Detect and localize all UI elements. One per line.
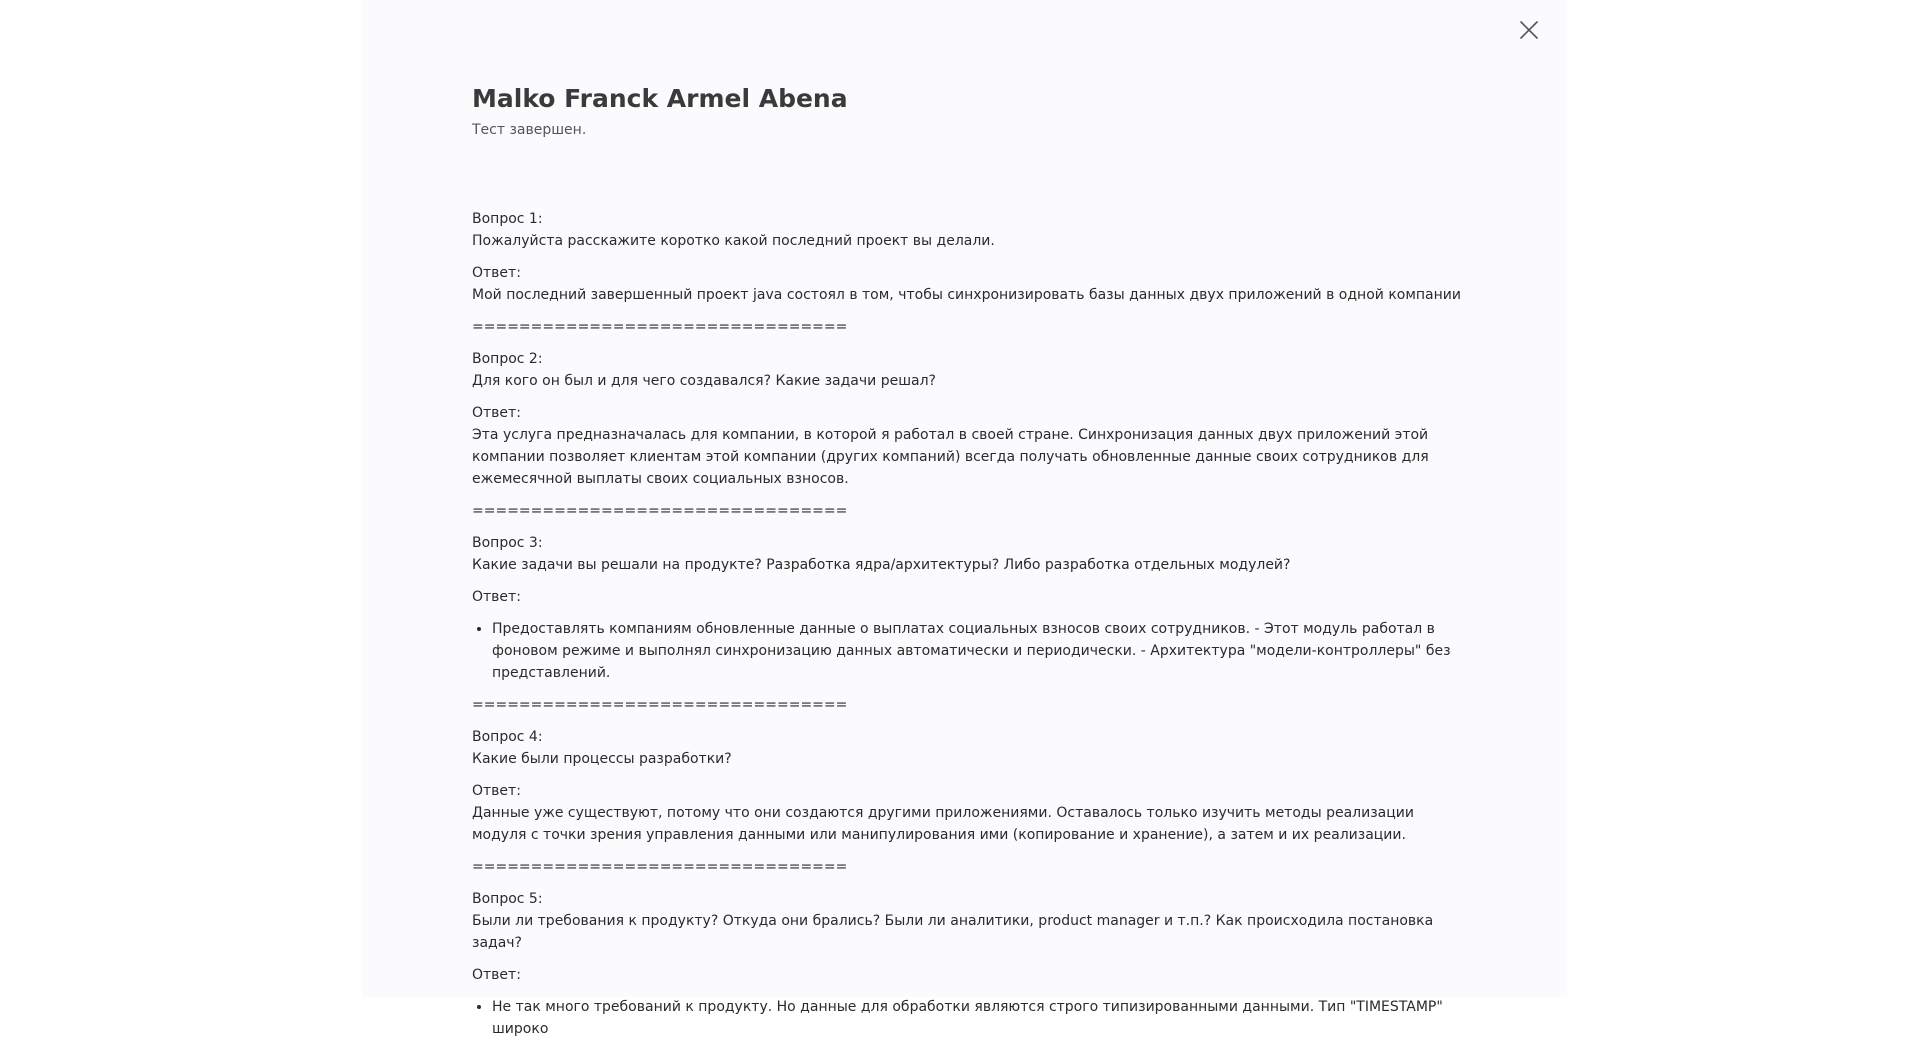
candidate-name: Malko Franck Armel Abena <box>472 84 848 113</box>
answer-text: Мой последний завершенный проект java состоял в том, чтобы синхронизировать базы данных двух приложений в одной компании <box>472 287 1461 303</box>
qa-list <box>472 208 1472 1040</box>
question-text: Какие были процессы разработки? <box>472 751 732 767</box>
question-label: Вопрос 2: <box>472 351 543 367</box>
answer-label: Ответ: <box>472 265 521 281</box>
answer-label: Ответ: <box>472 967 521 983</box>
qa-item <box>472 532 1472 716</box>
question-text: Пожалуйста расскажите коротко какой последний проект вы делали. <box>472 233 995 249</box>
result-modal <box>362 0 1567 1037</box>
question-text: Какие задачи вы решали на продукте? Разработка ядра/архитектуры? Либо разработка отдельных модулей? <box>472 557 1291 573</box>
separator: ================================ <box>472 503 848 519</box>
answer-list <box>472 996 1472 1040</box>
qa-item <box>472 348 1472 522</box>
answer-text: Данные уже существуют, потому что они создаются другими приложениями. Оставалось только изучить методы реализации модуля с точки зрения управления данными или манипулирования ими (копирование и хранение), а затем и их реализации. <box>472 805 1414 843</box>
separator: ================================ <box>472 697 848 713</box>
test-status: Тест завершен. <box>472 122 587 138</box>
answer-list-item: • Не так много требований к продукту. Но данные для обработки являются строго типизированными данными. Тип "TIMESTAMP" широко <box>492 996 1472 1040</box>
question-label: Вопрос 4: <box>472 729 543 745</box>
separator: ================================ <box>472 319 848 335</box>
question-label: Вопрос 3: <box>472 535 543 551</box>
answer-text: Эта услуга предназначалась для компании, в которой я работал в своей стране. Синхронизация данных двух приложений этой компании позволяет клиентам этой компании (других компаний) всегда получать обновленные данные своих сотрудников для ежемесячной выплаты своих социальных взносов. <box>472 427 1429 487</box>
question-text: Были ли требования к продукту? Откуда они брались? Были ли аналитики, product manager и т.п.? Как происходила постановка задач? <box>472 913 1434 951</box>
answer-label: Ответ: <box>472 783 521 799</box>
answer-list-item: • Предоставлять компаниям обновленные данные о выплатах социальных взносов своих сотрудников. - Этот модуль работал в фоновом режиме и выполнял синхронизацию данных автоматически и периодически. - Архитектура "модели-контроллеры" без представлений. <box>492 618 1472 684</box>
question-text: Для кого он был и для чего создавался? Какие задачи решал? <box>472 373 936 389</box>
answer-label: Ответ: <box>472 405 521 421</box>
separator: ================================ <box>472 859 848 875</box>
answer-label: Ответ: <box>472 589 521 605</box>
question-label: Вопрос 1: <box>472 211 543 227</box>
qa-item <box>472 888 1472 1040</box>
answer-list <box>472 618 1472 684</box>
close-icon[interactable] <box>1517 18 1541 42</box>
qa-item <box>472 726 1472 878</box>
qa-item <box>472 208 1472 338</box>
modal-content <box>472 80 1472 1040</box>
question-label: Вопрос 5: <box>472 891 543 907</box>
